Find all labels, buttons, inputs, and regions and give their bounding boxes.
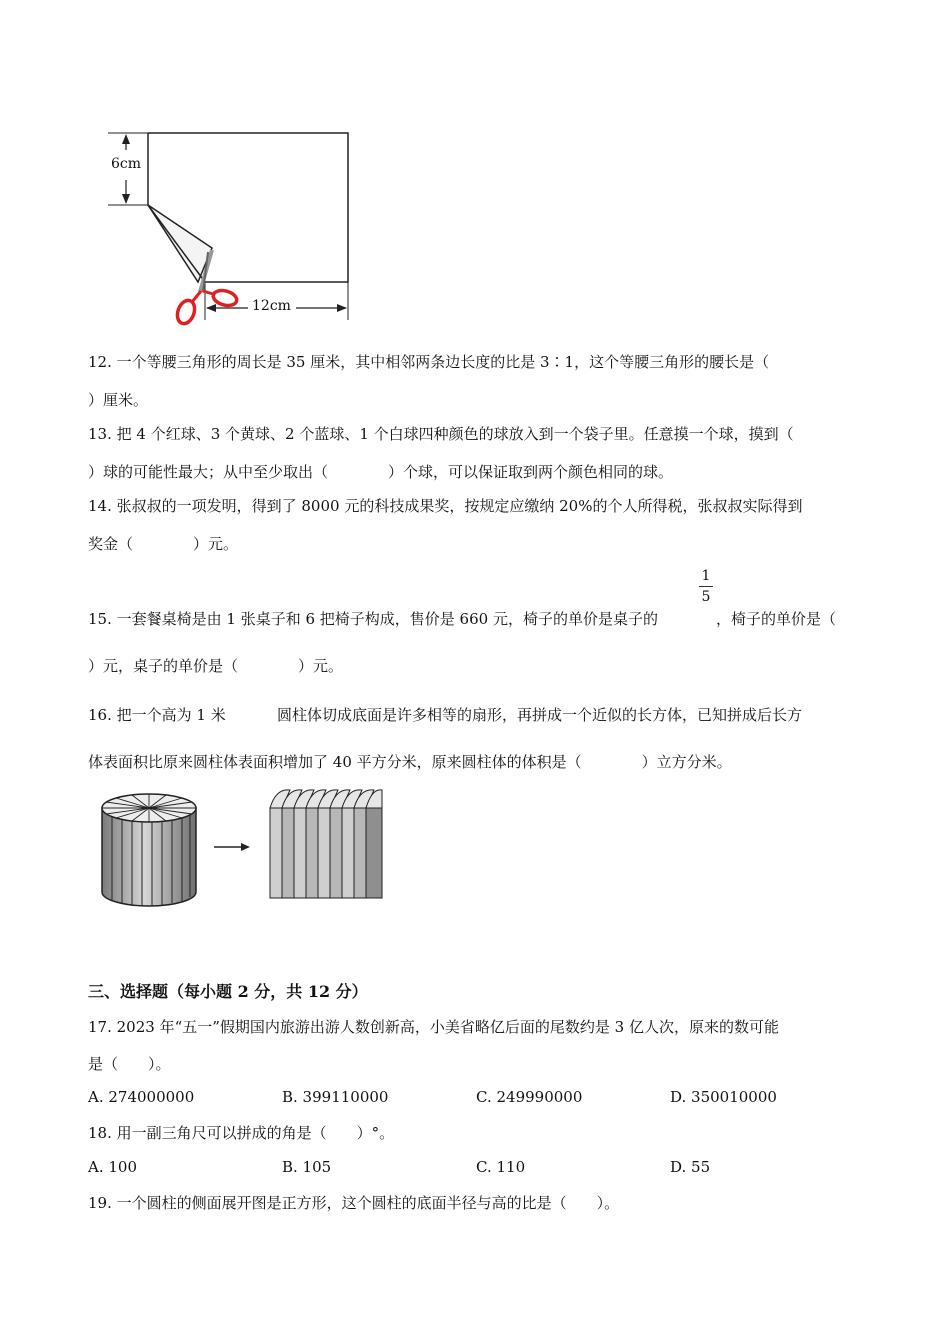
q12-line2: ）厘米。 (88, 391, 149, 409)
q15-line2: ）元，桌子的单价是（ ）元。 (88, 657, 344, 675)
q16-line1-b: 圆柱体切成底面是许多相等的扇形，再拼成一个近似的长方体，已知拼成后长方 (277, 706, 803, 724)
q15-line1-a: 15. 一套餐桌椅是由 1 张桌子和 6 把椅子构成，售价是 660 元，椅子的单价是桌子的 (88, 610, 658, 628)
q16-line2: 体表面积比原来圆柱体表面积增加了 40 平方分米，原来圆柱体的体积是（ ）立方分米。 (88, 753, 732, 771)
q17-option-b: B. 399110000 (282, 1088, 389, 1106)
q17-line2: 是（ ）。 (88, 1055, 171, 1073)
rectangle-cut-figure (0, 0, 950, 340)
label-6cm: 6cm (111, 156, 142, 172)
q17-option-c: C. 249990000 (476, 1088, 583, 1106)
q14-line2: 奖金（ ）元。 (88, 535, 239, 553)
q13-line1: 13. 把 4 个红球、3 个黄球、2 个蓝球、1 个白球四种颜色的球放入到一个袋子里。任意摸一个球，摸到（ (88, 425, 794, 443)
q12-line1: 12. 一个等腰三角形的周长是 35 厘米，其中相邻两条边长度的比是 3∶1，这个等腰三角形的腰长是（ (88, 353, 770, 371)
q14-line1: 14. 张叔叔的一项发明，得到了 8000 元的科技成果奖，按规定应缴纳 20%的个人所得税，张叔叔实际得到 (88, 497, 803, 515)
q17-option-d: D. 350010000 (670, 1088, 777, 1106)
q18-option-d: D. 55 (670, 1158, 711, 1176)
q18-line1: 18. 用一副三角尺可以拼成的角是（ ）°。 (88, 1124, 395, 1142)
q18-option-c: C. 110 (476, 1158, 526, 1176)
q19-line1: 19. 一个圆柱的侧面展开图是正方形，这个圆柱的底面半径与高的比是（ ）。 (88, 1194, 620, 1212)
q18-option-b: B. 105 (282, 1158, 332, 1176)
q15-line1-b: ，椅子的单价是（ (716, 610, 837, 628)
q15-frac-den: 5 (701, 589, 711, 605)
label-12cm: 12cm (252, 298, 291, 314)
q17-line1: 17. 2023 年“五一”假期国内旅游出游人数创新高，小美省略亿后面的尾数约是 3 亿人次，原来的数可能 (88, 1018, 779, 1036)
q16-line1-a: 16. 把一个高为 1 米 (88, 706, 226, 724)
q15-fraction (699, 568, 713, 605)
q13-line2: ）球的可能性最大；从中至少取出（ ）个球，可以保证取到两个颜色相同的球。 (88, 463, 674, 481)
section3-title: 三、选择题（每小题 2 分，共 12 分） (88, 982, 368, 1001)
arrow-right-icon (214, 843, 250, 851)
cylinder-figure (0, 780, 950, 920)
q18-option-a: A. 100 (88, 1158, 137, 1176)
q15-frac-num: 1 (701, 568, 711, 584)
q17-option-a: A. 274000000 (88, 1088, 195, 1106)
